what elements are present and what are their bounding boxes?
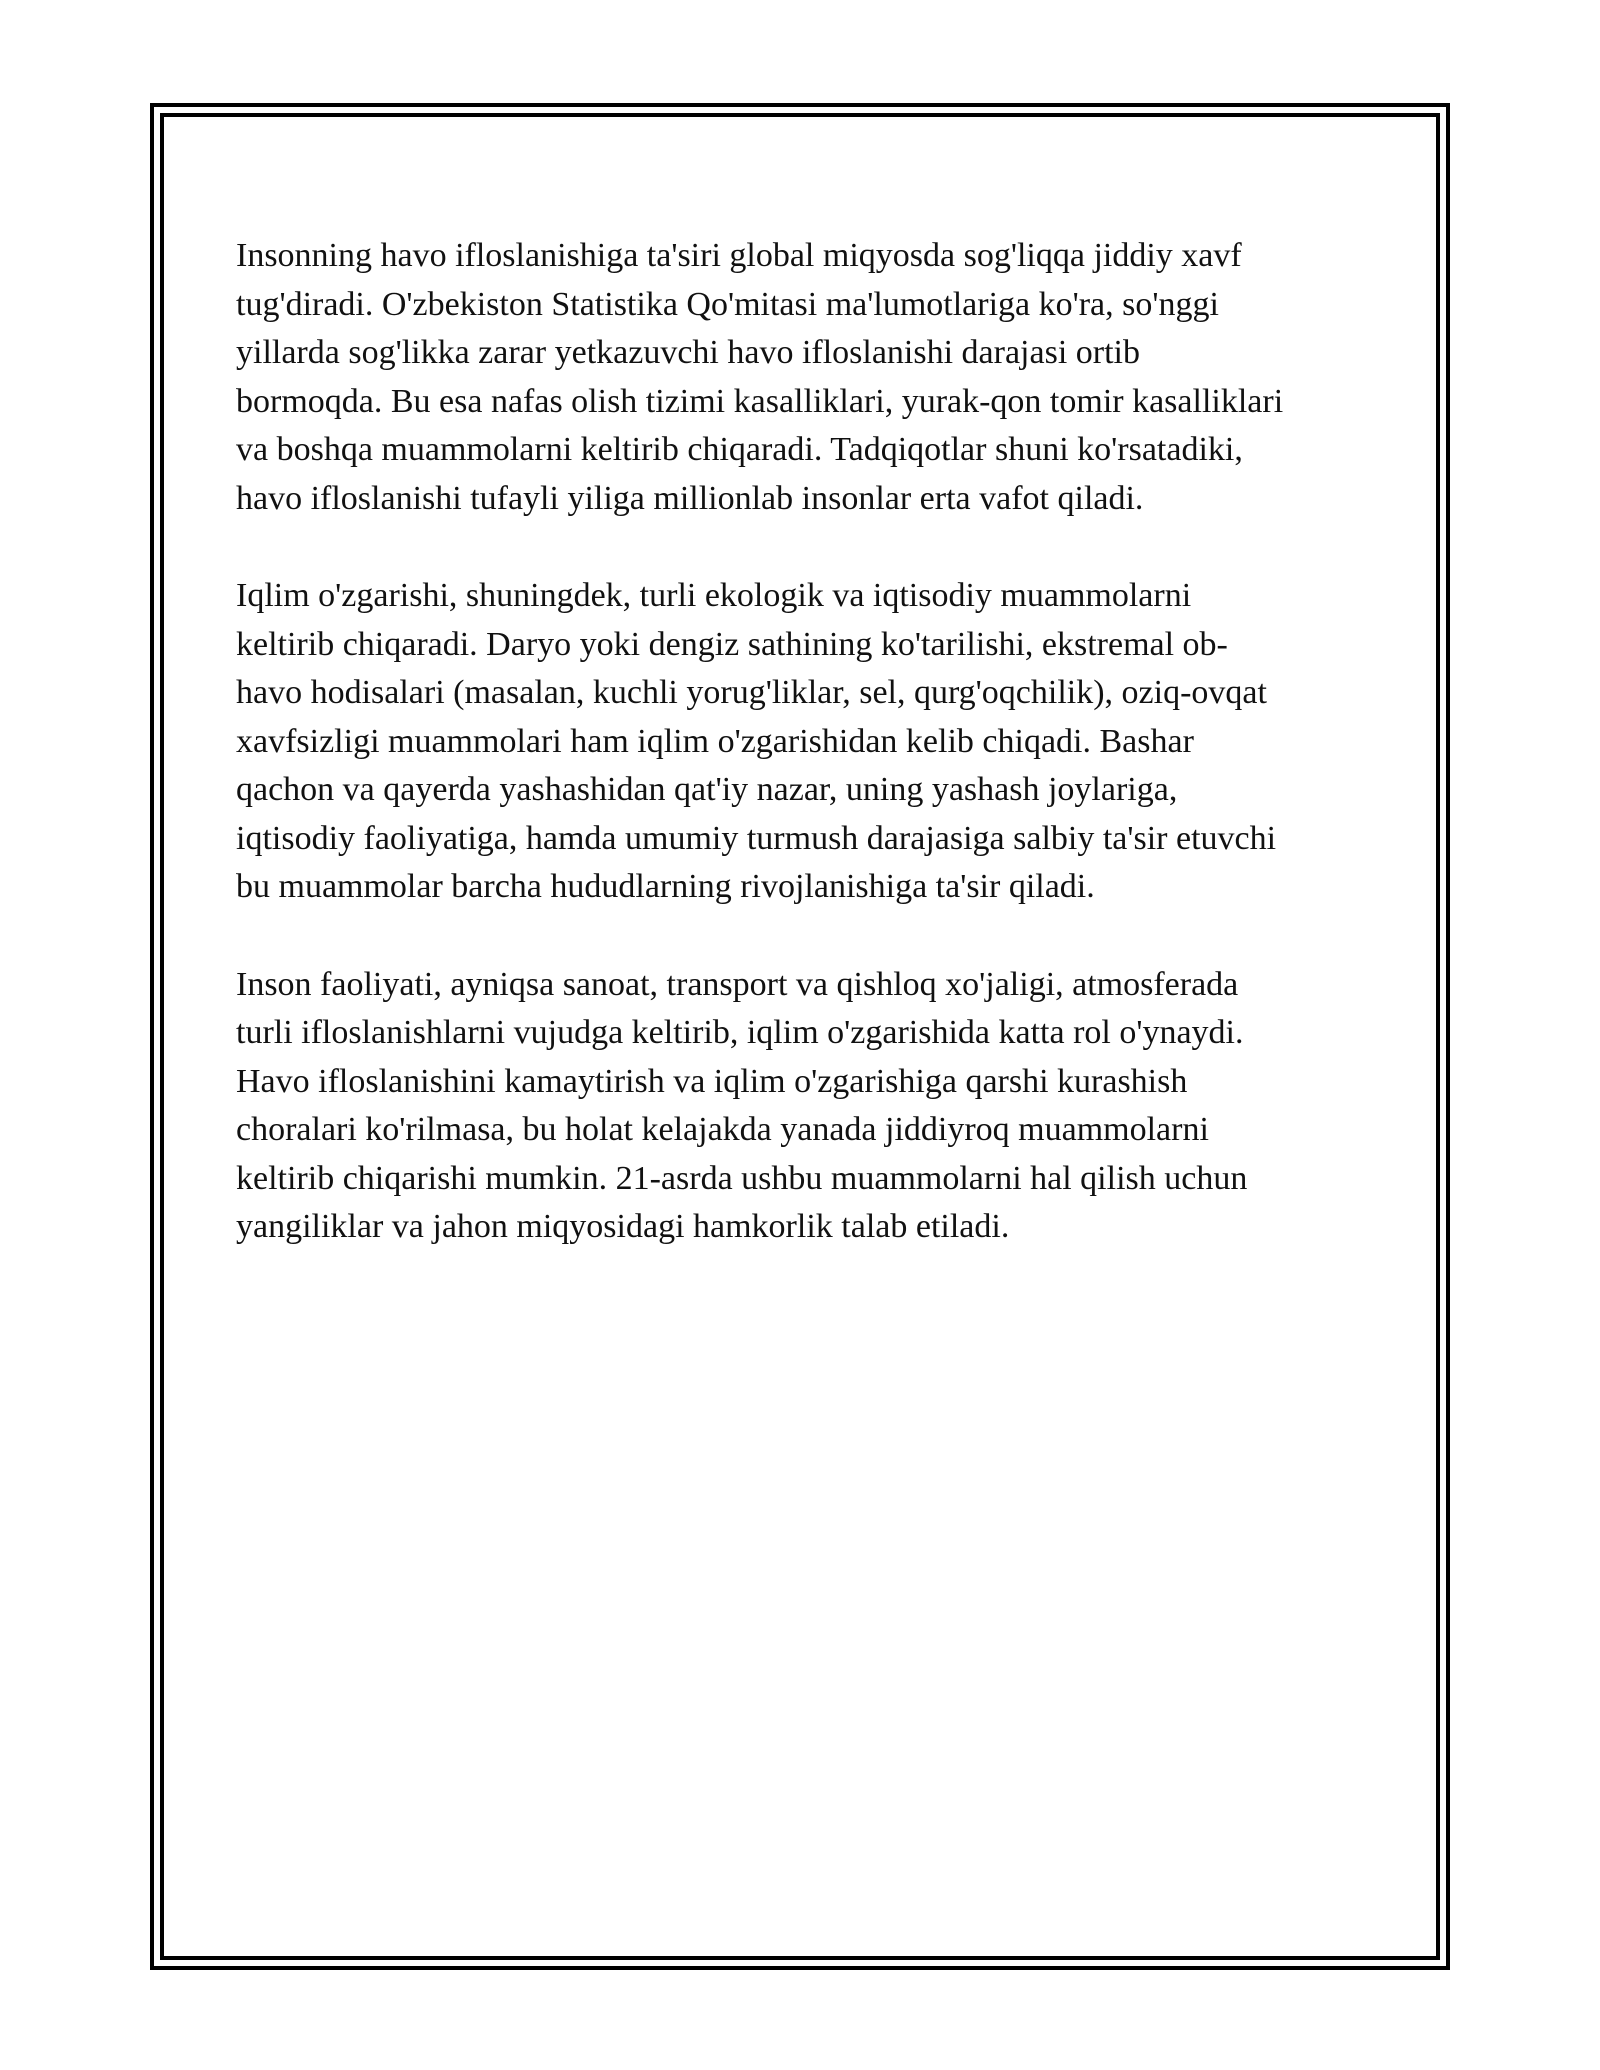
paragraph-air-pollution: Insonning havo ifloslanishiga ta'siri global miqyosda sog'liqqa jiddiy xavf tug'diradi. O'zbekiston Statistika Qo'mitasi ma'lumotlariga ko'ra, so'nggi yillarda sog'likka zarar yetkazuvchi havo ifloslanishi darajasi ortib bormoqda. Bu esa nafas olish tizimi kasalliklari, yurak-qon tomir kasalliklari va boshqa muammolarni keltirib chiqaradi. Tadqiqotlar shuni ko'rsatadiki, havo ifloslanishi tufayli yiliga millionlab insonlar erta vafot qiladi. [236, 237, 1284, 517]
paragraph-climate-change: Iqlim o'zgarishi, shuningdek, turli ekologik va iqtisodiy muammolarni keltirib chiqaradi. Daryo yoki dengiz sathining ko'tarilishi, ekstremal ob- havo hodisalari (masalan, kuchli yorug'liklar, sel, qurg'oqchilik), oziq-ovqat xavfsizligi muammolari ham iqlim o'zgarishidan kelib chiqadi. Bashar qachon va qayerda yashashidan qat'iy nazar, uning yashash joylariga, iqtisodiy faoliyatiga, hamda umumiy turmush darajasiga salbiy ta'sir etuvchi bu muammolar barcha hududlarning rivojlanishiga ta'sir qiladi. [236, 577, 1277, 905]
paragraph-human-activity: Inson faoliyati, ayniqsa sanoat, transport va qishloq xo'jaligi, atmosferada turli ifloslanishlarni vujudga keltirib, iqlim o'zgarishida katta rol o'ynaydi. Havo ifloslanishini kamaytirish va iqlim o'zgarishiga qarshi kurashish choralari ko'rilmasa, bu holat kelajakda yanada jiddiyroq muammolarni keltirib chiqarishi mumkin. 21-asrda ushbu muammolarni hal qilish uchun yangiliklar va jahon miqyosidagi hamkorlik talab etiladi. [236, 965, 1248, 1245]
document-body [236, 232, 1376, 1301]
